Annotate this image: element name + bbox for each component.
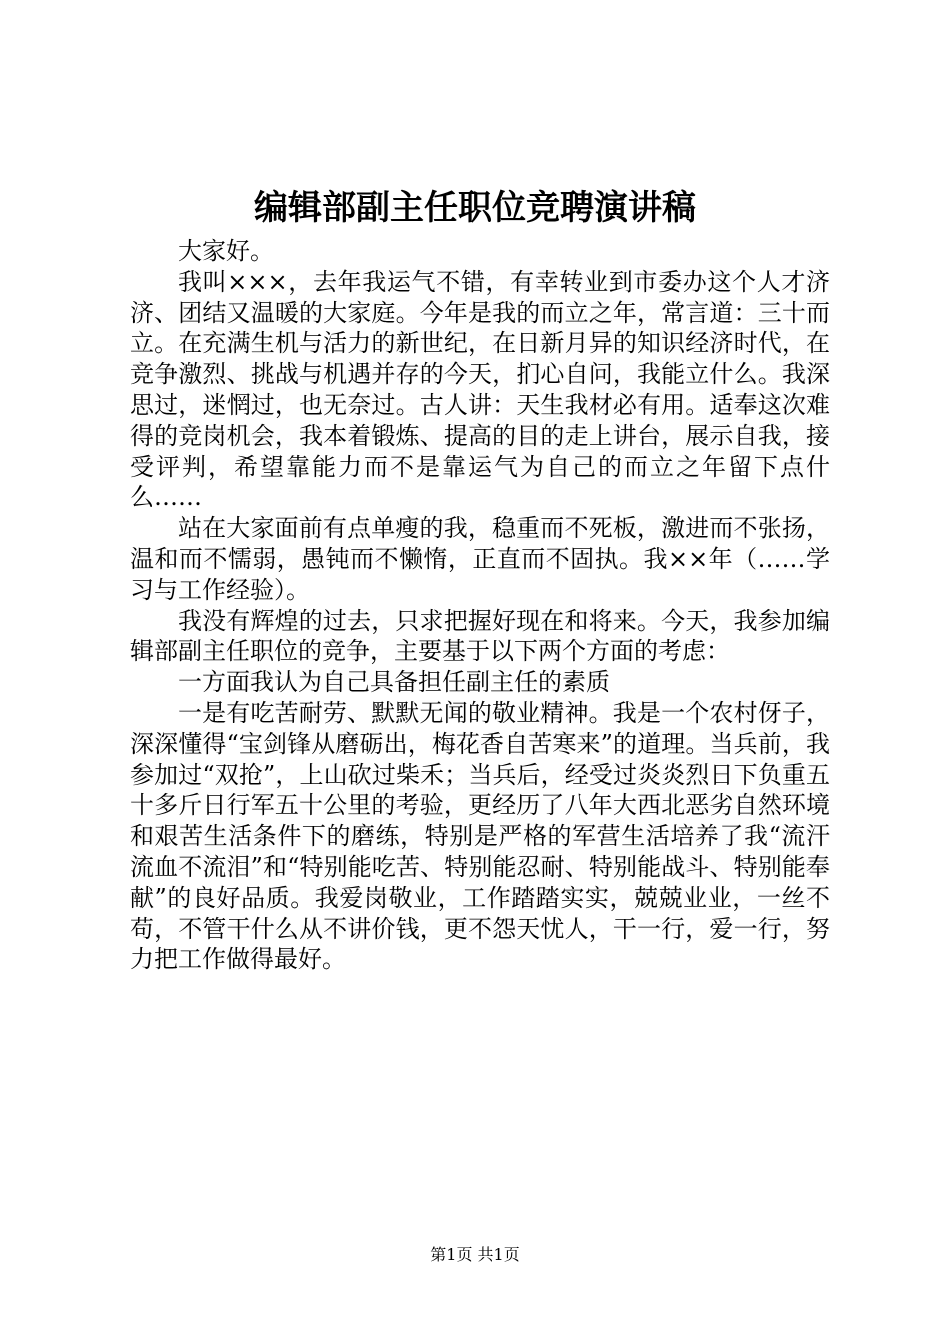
- paragraph-introduction: 我叫×××，去年我运气不错，有幸转业到市委办这个人才济济、团结又温暖的大家庭。今年是我的而立之年，常言道：三十而立。在充满生机与活力的新世纪，在日新月异的知识经济时代，在竞争激烈、挑战与机遇并存的今天，扪心自问，我能立什么。我深思过，迷惘过，也无奈过。古人讲：天生我材必有用。适奉这次难得的竞岗机会，我本着锻炼、提高的目的走上讲台，展示自我，接受评判，希望靠能力而不是靠运气为自己的而立之年留下点什么……: [130, 267, 830, 512]
- paragraph-section-heading: 一方面我认为自己具备担任副主任的素质: [178, 668, 610, 697]
- paragraph-work-ethic: 一是有吃苦耐劳、默默无闻的敬业精神。我是一个农村伢子，深深懂得“宝剑锋从磨砺出，梅花香自苦寒来”的道理。当兵前，我参加过“双抢”，上山砍过柴禾；当兵后，经受过炎炎烈日下负重五十多斤日行军五十公里的考验，更经历了八年大西北恶劣自然环境和艰苦生活条件下的磨练，特别是严格的军营生活培养了我“流汗流血不流泪”和“特别能吃苦、特别能忍耐、特别能战斗、特别能奉献”的良好品质。我爱岗敬业，工作踏踏实实，兢兢业业，一丝不苟，不管干什么从不讲价钱，更不怨天忧人，干一行，爱一行，努力把工作做得最好。: [130, 698, 830, 974]
- document-title: 编辑部副主任职位竞聘演讲稿: [254, 188, 696, 228]
- paragraph-greeting: 大家好。: [178, 237, 274, 265]
- document-body: [130, 236, 830, 975]
- paragraph-self-description: 站在大家面前有点单瘦的我，稳重而不死板，激进而不张扬，温和而不懦弱，愚钝而不懒惰，正直而不固执。我××年（……学习与工作经验）。: [130, 514, 830, 604]
- paragraph-motivation: 我没有辉煌的过去，只求把握好现在和将来。今天，我参加编辑部副主任职位的竞争，主要基于以下两个方面的考虑：: [130, 606, 830, 666]
- page-number-footer: 第1页 共1页: [430, 1245, 520, 1264]
